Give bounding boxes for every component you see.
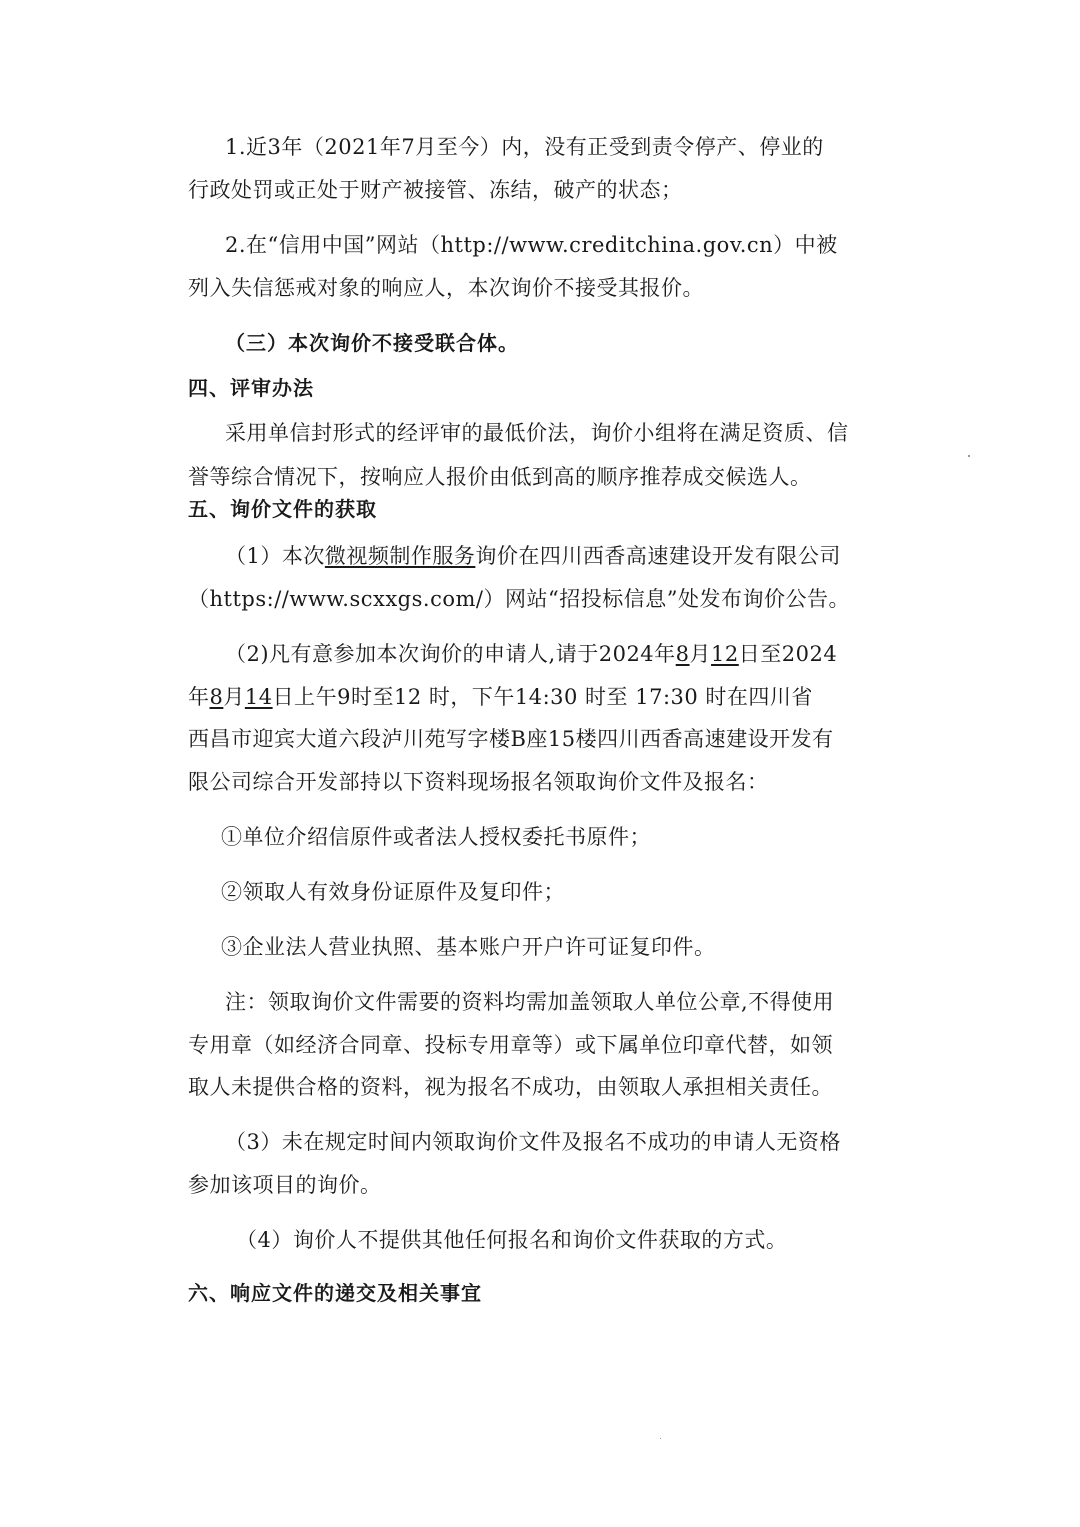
para-5b-text-a: （2)凡有意参加本次询价的申请人,请于2024年: [225, 642, 676, 666]
section-5-heading: 五、询价文件的获取: [188, 497, 377, 521]
list-item-3: ③企业法人营业执照、基本账户开户许可证复印件。: [221, 935, 716, 959]
start-day: 12: [711, 642, 739, 666]
section-3-heading: （三）本次询价不接受联合体。: [225, 331, 519, 355]
para-5d: （4）询价人不提供其他任何报名和询价文件获取的方式。: [236, 1228, 788, 1252]
para-2-line-1: 2.在“信用中国”网站（http://www.creditchina.gov.cn）中被: [225, 233, 838, 257]
scan-speck: [660, 1438, 661, 1439]
note-line-1: 注：领取询价文件需要的资料均需加盖领取人单位公章,不得使用: [225, 990, 835, 1014]
para-5a-suffix: 询价在四川西香高速建设开发有限公司: [475, 544, 841, 568]
para-5c-line-1: （3）未在规定时间内领取询价文件及报名不成功的申请人无资格: [225, 1130, 841, 1154]
para-5b-line-4: 限公司综合开发部持以下资料现场报名领取询价文件及报名：: [188, 770, 769, 794]
section-6-heading: 六、响应文件的递交及相关事宜: [188, 1281, 482, 1305]
para-5b-time-text: 日上午9时至12 时，下午14:30 时至 17:30 时在四川省: [272, 685, 813, 709]
para-5c-line-2: 参加该项目的询价。: [188, 1173, 382, 1197]
para-5b-line-1: [225, 639, 837, 669]
para-5a-line-1: [225, 541, 841, 571]
para-5b-text-b: 月: [689, 642, 712, 666]
start-month: 8: [675, 642, 690, 666]
list-item-2: ②领取人有效身份证原件及复印件；: [221, 880, 565, 904]
para-4-line-2: 誉等综合情况下，按响应人报价由低到高的顺序推荐成交候选人。: [188, 465, 812, 489]
end-day: 14: [244, 685, 273, 709]
section-4-heading: 四、评审办法: [188, 376, 314, 400]
list-item-1: ①单位介绍信原件或者法人授权委托书原件；: [221, 825, 651, 849]
scan-speck: [968, 455, 970, 457]
para-1-line-2: 行政处罚或正处于财产被接管、冻结，破产的状态；: [188, 178, 683, 202]
para-5b-line-2: [188, 682, 813, 712]
para-5b-month-suffix: 月: [223, 685, 245, 709]
para-5b-year-suffix: 年: [188, 685, 210, 709]
para-5a-prefix: （1）本次: [225, 544, 325, 568]
para-4-line-1: 采用单信封形式的经评审的最低价法，询价小组将在满足资质、信: [225, 421, 849, 445]
para-2-line-2: 列入失信惩戒对象的响应人，本次询价不接受其报价。: [188, 276, 704, 300]
para-5b-text-c: 日至2024: [738, 642, 838, 666]
end-month: 8: [209, 685, 224, 709]
note-line-2: 专用章（如经济合同章、投标专用章等）或下属单位印章代替，如领: [188, 1033, 833, 1057]
para-5a-line-2: （https://www.scxxgs.com/）网站“招投标信息”处发布询价公告。: [188, 587, 850, 611]
para-1-line-1: 1.近3年（2021年7月至今）内，没有正受到责令停产、停业的: [225, 135, 824, 159]
note-line-3: 取人未提供合格的资料，视为报名不成功，由领取人承担相关责任。: [188, 1075, 833, 1099]
para-5b-line-3: 西昌市迎宾大道六段泸川苑写字楼B座15楼四川西香高速建设开发有: [188, 727, 834, 751]
project-name: 微视频制作服务: [324, 544, 476, 568]
